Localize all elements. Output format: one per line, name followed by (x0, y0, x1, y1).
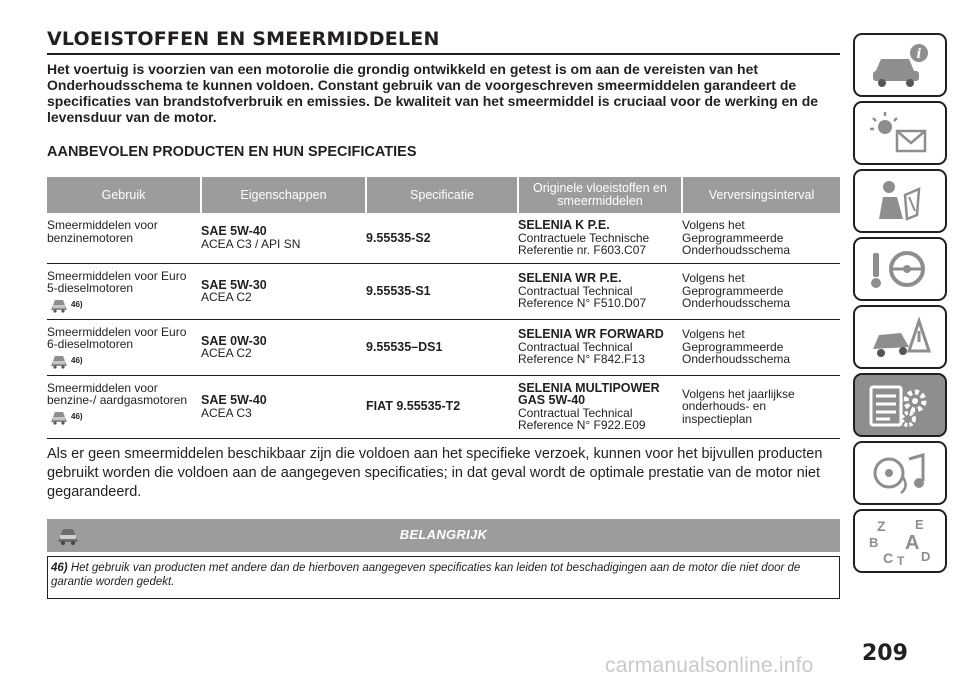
property-standard: ACEA C3 (201, 405, 252, 420)
index-icon (865, 515, 935, 567)
tab-driving[interactable] (853, 237, 947, 301)
property-grade: SAE 0W-30 (201, 333, 267, 348)
header-fluids: Originele vloeistoffen en smeermiddelen (518, 177, 682, 213)
note-reference[interactable] (49, 297, 197, 313)
intro-paragraph: Het voertuig is voorzien van een motorolie die grondig ontwikkeld en getest is om aan de vereisten van het Onderhoudsschema te kunnen voldoen. Constant gebruik van de voorgeschreven smeermiddelen garandeert de specificaties van brandstofverbruik en emissies. De kwaliteit van het smeermiddel is cruciaal voor de werking en de levensduur van de motor. (47, 61, 819, 125)
page-content (47, 28, 840, 599)
car-info-icon (865, 39, 935, 91)
important-text: Het gebruik van producten met andere dan de hierboven aangegeven specificaties kan leiden tot beschadigingen aan de motor die niet door de garantie worden gedekt. (51, 561, 801, 588)
property-grade: SAE 5W-30 (201, 277, 267, 292)
property-grade: SAE 5W-40 (201, 393, 267, 407)
tab-safety[interactable] (853, 169, 947, 233)
steering-wheel-icon (865, 243, 935, 295)
note-number: 46) (71, 300, 83, 309)
index-letter: A (905, 532, 920, 554)
fluid-name: SELENIA K P.E. (518, 218, 610, 232)
property-standard: ACEA C2 (201, 290, 252, 304)
table-row (47, 319, 840, 375)
lubricants-table (47, 177, 840, 439)
page-title: VLOEISTOFFEN EN SMEERMIDDELEN (47, 28, 840, 55)
interval-cell: Volgens het Geprogrammeerde Onderhoudsschema (682, 271, 791, 311)
index-letter: T (897, 554, 905, 567)
specification-cell: 9.55535-S2 (366, 230, 431, 245)
table-row (47, 213, 840, 263)
multimedia-icon (865, 447, 935, 499)
warning-car-icon (49, 297, 69, 313)
index-letter: E (915, 517, 924, 532)
warning-car-icon (49, 409, 69, 425)
header-specification: Specificatie (366, 177, 518, 213)
tab-warning-lights[interactable] (853, 101, 947, 165)
fluid-reference: Contractual Technical Reference N° F510.D07 (518, 283, 647, 311)
note-number: 46) (71, 356, 83, 365)
header-interval: Verversingsinterval (682, 177, 840, 213)
note-reference[interactable] (49, 353, 197, 369)
chapter-sidebar (853, 33, 947, 577)
usage-cell: Smeermiddelen voor Euro 6-dieselmotoren (47, 324, 187, 351)
fluid-name: SELENIA WR FORWARD (518, 327, 664, 342)
important-header (47, 519, 840, 552)
tab-car-info[interactable] (853, 33, 947, 97)
fluid-name: SELENIA MULTIPOWER GAS 5W-40 (518, 380, 660, 407)
interval-cell: Volgens het jaarlijkse onderhouds- en inspectieplan (682, 386, 795, 426)
safety-airbag-icon (865, 175, 935, 227)
header-usage: Gebruik (47, 177, 201, 213)
table-row (47, 375, 840, 438)
important-ref: 46) (51, 561, 68, 574)
property-grade: SAE 5W-40 (201, 224, 267, 239)
section-title: AANBEVOLEN PRODUCTEN EN HUN SPECIFICATIES (47, 144, 417, 160)
table-header-row (47, 177, 840, 213)
property-standard: ACEA C3 / API SN (201, 236, 301, 251)
svg-text:i: i (916, 47, 922, 62)
emergency-icon (865, 311, 935, 363)
important-label: BELANGRIJK (399, 526, 488, 542)
warning-lights-icon (865, 107, 935, 159)
fluid-reference: Contractual Technical Reference N° F842.F13 (518, 339, 645, 367)
property-standard: ACEA C2 (201, 346, 252, 360)
specification-cell: 9.55535-S1 (366, 283, 431, 298)
usage-cell: Smeermiddelen voor benzinemotoren (47, 218, 158, 245)
specification-cell: 9.55535–DS1 (366, 339, 443, 354)
interval-cell: Volgens het Geprogrammeerde Onderhoudsschema (682, 218, 791, 257)
interval-cell: Volgens het Geprogrammeerde Onderhoudsschema (682, 327, 791, 367)
tab-index[interactable] (853, 509, 947, 573)
usage-cell: Smeermiddelen voor benzine-/ aardgasmotoren (47, 380, 188, 407)
index-letter: D (921, 549, 931, 564)
fluid-reference: Contractual Technical Reference N° F922.E09 (518, 405, 646, 432)
index-letter: C (883, 550, 894, 566)
fallback-paragraph: Als er geen smeermiddelen beschikbaar zijn die voldoen aan het specifieke verzoek, kunnen voor het bijvullen producten gebruikt worden die voldoen aan de aangegeven specificaties; in dat geval wordt de optimale prestatie van de motor niet gegarandeerd. (47, 445, 823, 500)
page-number: 209 (862, 641, 908, 666)
header-properties: Eigenschappen (201, 177, 366, 213)
index-letter: Z (877, 518, 886, 534)
fluid-name: SELENIA WR P.E. (518, 271, 622, 286)
fluid-reference: Contractuele Technische Referentie nr. F603.C07 (518, 230, 650, 257)
tab-multimedia[interactable] (853, 441, 947, 505)
watermark: carmanualsonline.info (605, 654, 814, 677)
note-reference[interactable] (49, 409, 197, 425)
usage-cell: Smeermiddelen voor Euro 5-dieselmotoren (47, 268, 187, 295)
tab-emergency[interactable] (853, 305, 947, 369)
maintenance-icon (865, 379, 935, 431)
specification-cell: FIAT 9.55535-T2 (366, 399, 461, 414)
table-row (47, 263, 840, 319)
important-note (47, 556, 840, 599)
tab-maintenance[interactable] (853, 373, 947, 437)
note-number: 46) (71, 412, 83, 421)
index-letter: B (869, 535, 879, 550)
warning-car-icon (49, 353, 69, 369)
